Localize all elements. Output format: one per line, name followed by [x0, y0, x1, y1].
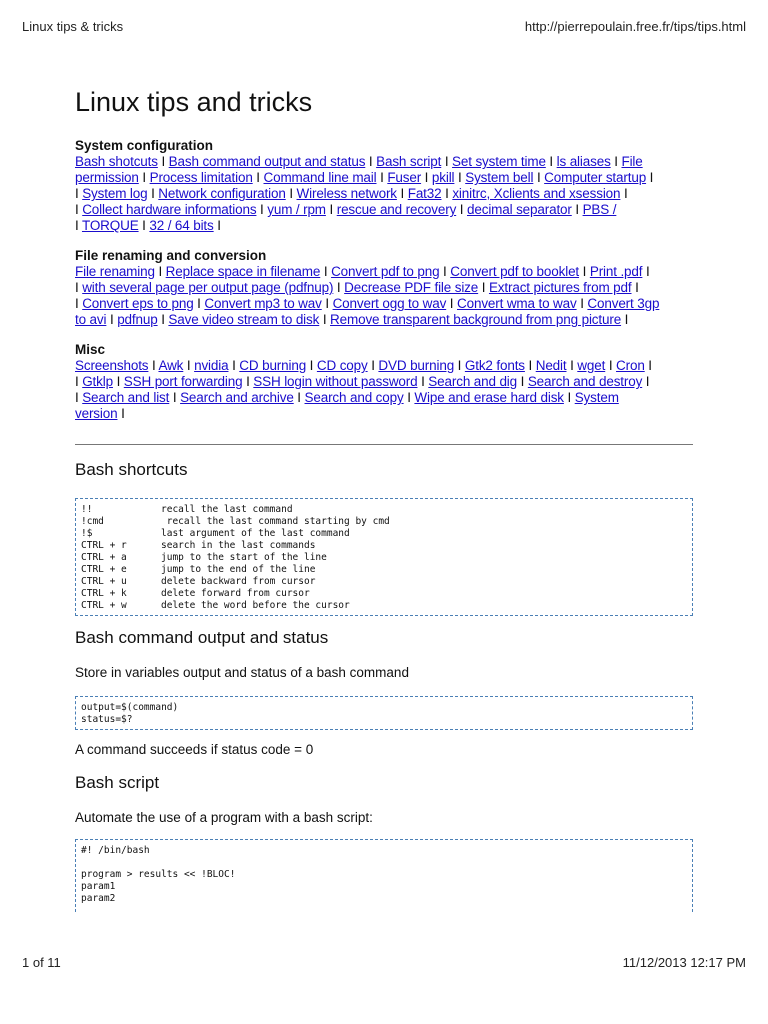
- section-bash-output: [75, 627, 693, 759]
- shortcut-description: recall the last command: [161, 504, 293, 515]
- shortcut-description: jump to the end of the line: [161, 564, 316, 575]
- toc-link[interactable]: Computer startup: [544, 170, 647, 185]
- toc-link[interactable]: Command line mail: [263, 170, 377, 185]
- toc-link[interactable]: to avi: [75, 312, 107, 327]
- toc-line: I TORQUE I 32 / 64 bits I: [75, 218, 221, 233]
- toc-link[interactable]: Decrease PDF file size: [344, 280, 479, 295]
- toc-link[interactable]: rescue and recovery: [336, 202, 457, 217]
- code-line: [81, 857, 687, 869]
- print-header-url: http://pierrepoulain.free.fr/tips/tips.html: [524, 19, 746, 34]
- toc-link[interactable]: Network configuration: [158, 186, 286, 201]
- toc-link[interactable]: permission: [75, 170, 139, 185]
- code-line: [81, 516, 687, 528]
- section-bash-shortcuts: [75, 459, 693, 616]
- toc-link[interactable]: ls aliases: [556, 154, 611, 169]
- toc-link[interactable]: Fat32: [407, 186, 442, 201]
- toc-section-title: System configuration: [75, 138, 214, 153]
- toc-line: I Convert eps to png I Convert mp3 to wav I Convert ogg to wav I Convert wma to wav I Convert 3gp: [75, 296, 660, 311]
- code-line: param1: [81, 881, 116, 892]
- toc-link[interactable]: Set system time: [452, 154, 546, 169]
- toc-link[interactable]: pkill: [431, 170, 455, 185]
- toc-section: [75, 248, 693, 328]
- code-line: #! /bin/bash: [81, 845, 150, 856]
- section-heading: Bash script: [75, 773, 160, 792]
- shortcut-key: !!: [81, 504, 93, 515]
- toc-link[interactable]: Convert pdf to booklet: [450, 264, 580, 279]
- toc-link[interactable]: Awk: [158, 358, 184, 373]
- toc-link[interactable]: System log: [82, 186, 148, 201]
- toc-link[interactable]: xinitrc, Xclients and xsession: [452, 186, 621, 201]
- section-note: A command succeeds if status code = 0: [75, 742, 314, 757]
- divider: [75, 444, 693, 445]
- toc-line: Bash shotcuts I Bash command output and status I Bash script I Set system time I ls aliases I File: [75, 154, 643, 169]
- code-line: status=$?: [81, 714, 133, 725]
- code-line: program > results << !BLOC!: [81, 869, 236, 880]
- code-line: [81, 588, 687, 600]
- toc-link[interactable]: wget: [577, 358, 606, 373]
- toc-link[interactable]: Search and list: [82, 390, 170, 405]
- section-bash-script: [75, 772, 693, 912]
- print-header-title: Linux tips & tricks: [22, 19, 124, 34]
- shortcut-description: search in the last commands: [161, 540, 316, 551]
- code-line: [81, 564, 687, 576]
- toc-link[interactable]: System: [574, 390, 619, 405]
- toc-link[interactable]: Wipe and erase hard disk: [414, 390, 564, 405]
- toc-link[interactable]: Replace space in filename: [165, 264, 321, 279]
- code-line: [81, 504, 687, 516]
- toc-section: [75, 138, 693, 234]
- shortcut-description: delete forward from cursor: [161, 588, 310, 599]
- toc-link[interactable]: version: [75, 406, 118, 421]
- toc-link[interactable]: Fuser: [387, 170, 422, 185]
- toc-link[interactable]: Save video stream to disk: [168, 312, 320, 327]
- toc-link[interactable]: Screenshots: [75, 358, 149, 373]
- toc-link[interactable]: Remove transparent background from png picture: [330, 312, 622, 327]
- toc-link[interactable]: Convert eps to png: [82, 296, 194, 311]
- toc-line: I Search and list I Search and archive I Search and copy I Wipe and erase hard disk I System: [75, 390, 619, 405]
- toc-link[interactable]: Search and archive: [180, 390, 294, 405]
- code-line: [81, 528, 687, 540]
- toc-links: [75, 154, 693, 234]
- code-block: [75, 696, 693, 730]
- toc-link[interactable]: Search and dig: [428, 374, 518, 389]
- shortcut-description: delete the word before the cursor: [161, 600, 350, 611]
- shortcut-description: recall the last command starting by cmd: [161, 516, 390, 527]
- print-footer-page: 1 of 11: [22, 955, 61, 970]
- toc-link[interactable]: with several page per output page (pdfnup): [82, 280, 334, 295]
- toc-link[interactable]: Wireless network: [296, 186, 397, 201]
- toc-link[interactable]: Convert 3gp: [587, 296, 660, 311]
- shortcut-key: CTRL + r: [81, 540, 127, 551]
- code-line: [81, 552, 687, 564]
- toc-line: version I: [75, 406, 125, 421]
- toc-link[interactable]: Bash command output and status: [168, 154, 366, 169]
- toc-link[interactable]: Cron: [616, 358, 645, 373]
- toc-link[interactable]: nvidia: [194, 358, 229, 373]
- toc-link[interactable]: File renaming: [75, 264, 155, 279]
- toc-link[interactable]: CD copy: [316, 358, 368, 373]
- toc-link[interactable]: SSH login without password: [253, 374, 418, 389]
- shortcut-description: last argument of the last command: [161, 528, 350, 539]
- toc-link[interactable]: Print .pdf: [589, 264, 643, 279]
- toc-links: [75, 358, 693, 422]
- code-block: [75, 839, 693, 912]
- toc-line: I with several page per output page (pdfnup) I Decrease PDF file size I Extract pictures from pdf I: [75, 280, 639, 295]
- toc-section-title: File renaming and conversion: [75, 248, 267, 263]
- shortcut-description: delete backward from cursor: [161, 576, 316, 587]
- toc-link[interactable]: Convert ogg to wav: [332, 296, 447, 311]
- toc-link[interactable]: Process limitation: [149, 170, 253, 185]
- section-heading: Bash shortcuts: [75, 460, 188, 479]
- toc-line: I System log I Network configuration I Wireless network I Fat32 I xinitrc, Xclients and xsession I: [75, 186, 628, 201]
- section-intro: Store in variables output and status of a bash command: [75, 665, 409, 680]
- code-line: [81, 600, 687, 612]
- toc-link[interactable]: Gtk2 fonts: [464, 358, 525, 373]
- toc-line: File renaming I Replace space in filename I Convert pdf to png I Convert pdf to booklet I Print .pdf I: [75, 264, 650, 279]
- toc-link[interactable]: Bash script: [376, 154, 442, 169]
- toc-link[interactable]: TORQUE: [81, 218, 139, 233]
- toc-link[interactable]: Collect hardware informations: [82, 202, 257, 217]
- toc-line: permission I Process limitation I Command line mail I Fuser I pkill I System bell I Computer startup I: [75, 170, 654, 185]
- shortcut-key: CTRL + e: [81, 564, 127, 575]
- toc-link[interactable]: DVD burning: [378, 358, 455, 373]
- code-line: param2: [81, 893, 116, 904]
- toc-link[interactable]: CD burning: [239, 358, 307, 373]
- toc-link[interactable]: File: [621, 154, 643, 169]
- toc-link[interactable]: pdfnup: [117, 312, 158, 327]
- table-of-contents: [75, 138, 693, 422]
- toc-link[interactable]: Extract pictures from pdf: [488, 280, 632, 295]
- toc-link[interactable]: Convert wma to wav: [457, 296, 577, 311]
- shortcut-key: CTRL + a: [81, 552, 127, 563]
- code-line: [81, 576, 687, 588]
- toc-link[interactable]: System bell: [465, 170, 534, 185]
- shortcut-description: jump to the start of the line: [161, 552, 327, 563]
- toc-section-title: Misc: [75, 342, 106, 357]
- print-footer-datetime: 11/12/2013 12:17 PM: [622, 955, 746, 970]
- code-block: [75, 498, 693, 616]
- toc-line: Screenshots I Awk I nvidia I CD burning I CD copy I DVD burning I Gtk2 fonts I Nedit I wget I Cron I: [75, 358, 652, 373]
- toc-link[interactable]: decimal separator: [467, 202, 572, 217]
- document-body: [75, 84, 693, 912]
- toc-link[interactable]: Convert mp3 to wav: [204, 296, 322, 311]
- section-heading: Bash command output and status: [75, 628, 329, 647]
- toc-link[interactable]: Convert pdf to png: [331, 264, 440, 279]
- code-line: output=$(command): [81, 702, 179, 713]
- code-line: [81, 540, 687, 552]
- toc-link[interactable]: Nedit: [535, 358, 567, 373]
- toc-link[interactable]: yum / rpm: [267, 202, 326, 217]
- toc-section: [75, 342, 693, 422]
- page-title: Linux tips and tricks: [75, 87, 313, 117]
- shortcut-key: CTRL + u: [81, 576, 127, 587]
- toc-line: to avi I pdfnup I Save video stream to disk I Remove transparent background from png picture I: [75, 312, 629, 327]
- shortcut-key: CTRL + w: [81, 600, 127, 611]
- toc-link[interactable]: Search and copy: [304, 390, 404, 405]
- toc-link[interactable]: 32 / 64 bits: [149, 218, 214, 233]
- toc-link[interactable]: Gtklp: [82, 374, 113, 389]
- section-intro: Automate the use of a program with a bash script:: [75, 810, 373, 825]
- shortcut-key: CTRL + k: [81, 588, 127, 599]
- shortcut-key: !$: [81, 528, 93, 539]
- toc-links: [75, 264, 693, 328]
- toc-line: I Gtklp I SSH port forwarding I SSH login without password I Search and dig I Search and destroy I: [75, 374, 650, 389]
- shortcut-key: !cmd: [81, 516, 104, 527]
- toc-line: I Collect hardware informations I yum / rpm I rescue and recovery I decimal separator I PBS /: [75, 202, 617, 217]
- toc-link[interactable]: Bash shotcuts: [75, 154, 158, 169]
- toc-link[interactable]: Search and destroy: [527, 374, 643, 389]
- toc-link[interactable]: PBS /: [582, 202, 617, 217]
- toc-link[interactable]: SSH port forwarding: [123, 374, 243, 389]
